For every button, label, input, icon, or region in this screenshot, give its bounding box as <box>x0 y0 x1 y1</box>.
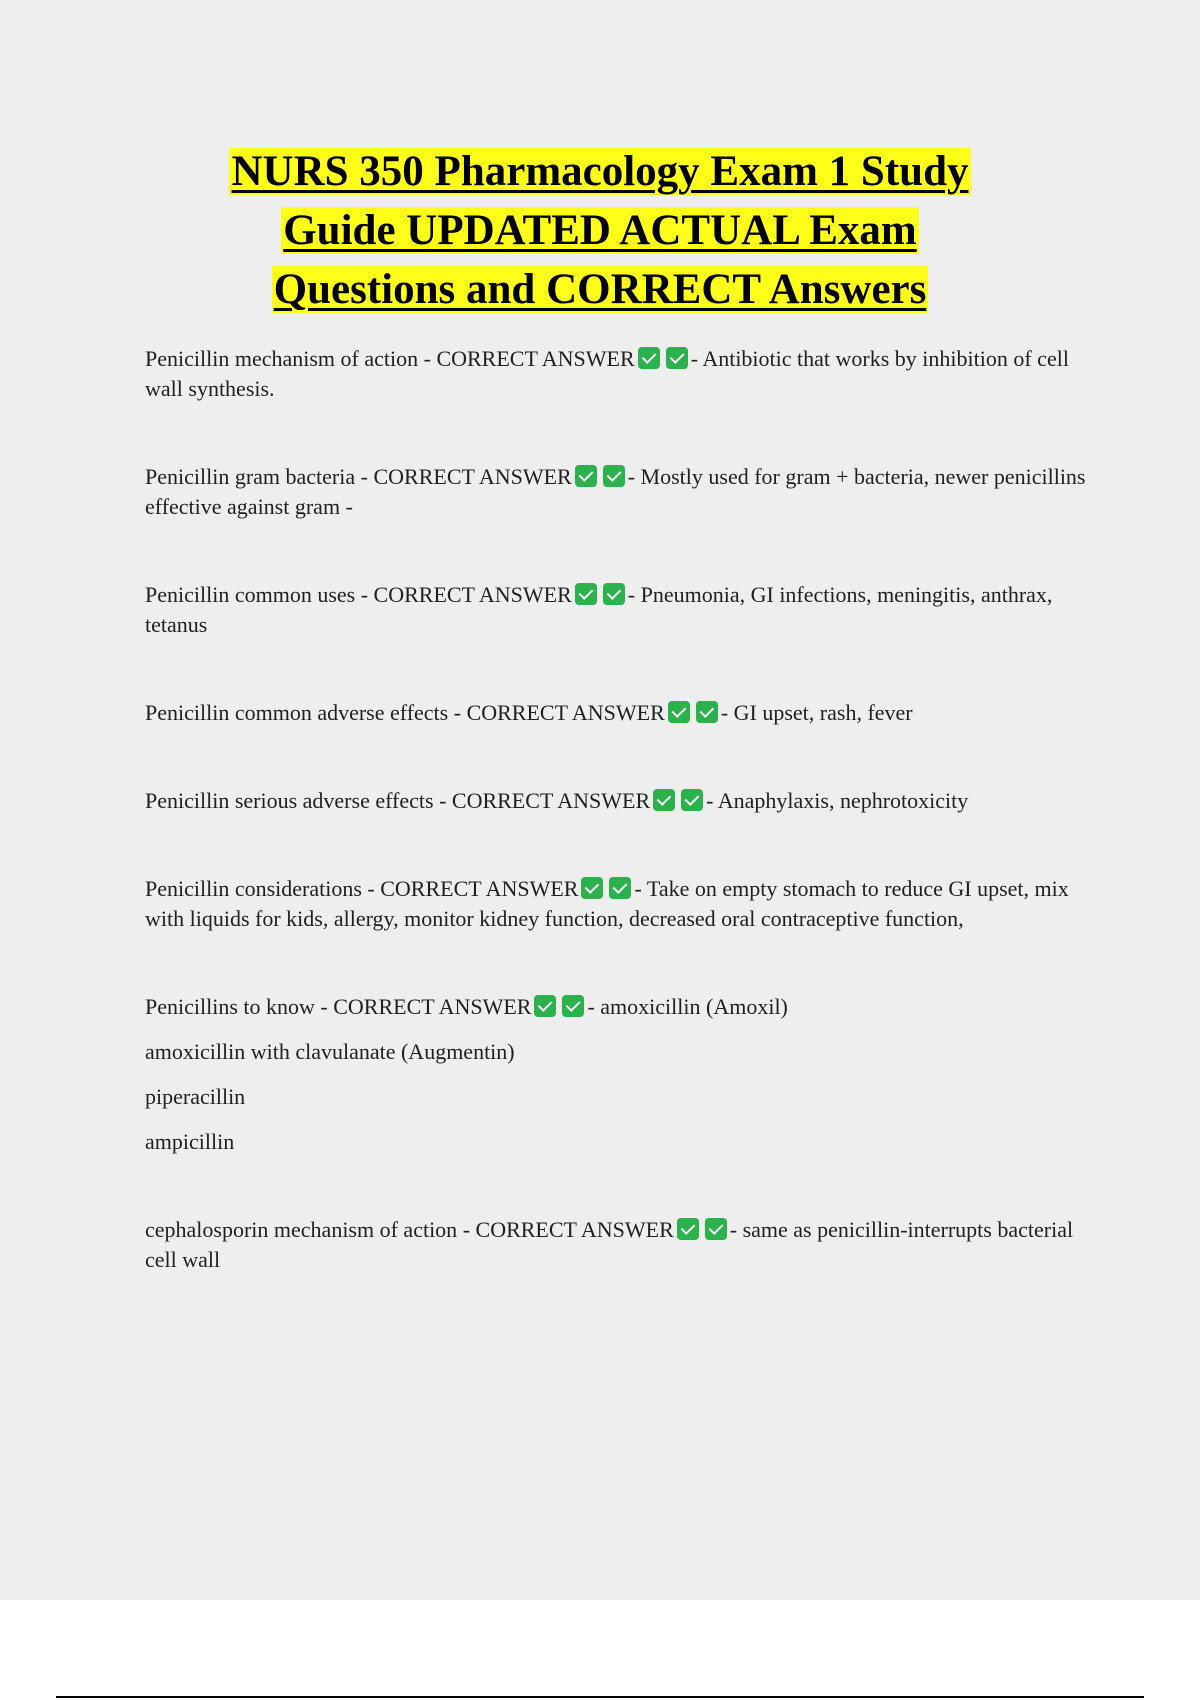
entry-term: Penicillin mechanism of action <box>145 346 419 371</box>
correct-answer-label: CORRECT ANSWER <box>475 1217 674 1242</box>
title-line: Guide UPDATED ACTUAL Exam <box>283 207 917 254</box>
answer-extra-line: piperacillin <box>145 1084 246 1109</box>
check-mark-icon <box>696 701 718 723</box>
entry-answer: Mostly used for gram + bacteria, newer penicillins effective against gram - <box>145 464 1086 519</box>
qa-entry: Penicillin gram bacteria - CORRECT ANSWER - Mostly used for gram + bacteria, newer penicillins effective against gram - <box>145 464 1086 519</box>
check-mark-icon <box>581 877 603 899</box>
correct-answer-label: CORRECT ANSWER <box>373 464 572 489</box>
correct-answer-label: CORRECT ANSWER <box>436 346 635 371</box>
entry-answer: Antibiotic that works by inhibition of cell wall synthesis. <box>145 346 1069 401</box>
check-mark-icon <box>677 1218 699 1240</box>
qa-entry: Penicillin common adverse effects - CORRECT ANSWER - GI upset, rash, fever <box>145 700 913 725</box>
entry-answer: Take on empty stomach to reduce GI upset, mix with liquids for kids, allergy, monitor kidney function, decreased oral contraceptive function, <box>145 876 1069 931</box>
document-title <box>100 142 1100 319</box>
check-mark-icon <box>562 995 584 1017</box>
entry-term: Penicillin gram bacteria <box>145 464 356 489</box>
check-mark-icon <box>575 465 597 487</box>
entry-term: cephalosporin mechanism of action <box>145 1217 458 1242</box>
entry-answer: Anaphylaxis, nephrotoxicity <box>717 788 969 813</box>
correct-answer-label: CORRECT ANSWER <box>451 788 651 813</box>
qa-entry: Penicillin common uses - CORRECT ANSWER - Pneumonia, GI infections, meningitis, anthrax, tetanus <box>145 582 1053 637</box>
check-mark-icon <box>668 701 690 723</box>
title-line: Questions and CORRECT Answers <box>273 266 927 313</box>
qa-entry: Penicillin considerations - CORRECT ANSWER - Take on empty stomach to reduce GI upset, mix with liquids for kids, allergy, monitor kidney function, decreased oral contraceptive function, <box>145 876 1069 931</box>
qa-entry: Penicillins to know - CORRECT ANSWER - amoxicillin (Amoxil) <box>145 994 788 1019</box>
check-mark-icon <box>705 1218 727 1240</box>
check-mark-icon <box>666 347 688 369</box>
check-mark-icon <box>638 347 660 369</box>
qa-list <box>145 344 1090 1275</box>
correct-answer-label: CORRECT ANSWER <box>380 876 579 901</box>
correct-answer-label: CORRECT ANSWER <box>466 700 665 725</box>
qa-entry: cephalosporin mechanism of action - CORRECT ANSWER - same as penicillin-interrupts bacterial cell wall <box>145 1217 1074 1272</box>
footer-divider <box>56 1696 1144 1698</box>
entry-answer: GI upset, rash, fever <box>733 700 913 725</box>
correct-answer-label: CORRECT ANSWER <box>333 994 532 1019</box>
entry-term: Penicillin considerations <box>145 876 362 901</box>
entry-answer: Pneumonia, GI infections, meningitis, anthrax, tetanus <box>145 582 1053 637</box>
check-mark-icon <box>603 465 625 487</box>
answer-extra-line: ampicillin <box>145 1129 235 1154</box>
entry-term: Penicillin common adverse effects <box>145 700 449 725</box>
title-line: NURS 350 Pharmacology Exam 1 Study <box>231 148 969 195</box>
entry-term: Penicillins to know <box>145 994 315 1019</box>
entry-answer: same as penicillin-interrupts bacterial cell wall <box>145 1217 1074 1272</box>
entry-term: Penicillin common uses <box>145 582 356 607</box>
qa-entry: Penicillin mechanism of action - CORRECT ANSWER - Antibiotic that works by inhibition of cell wall synthesis. <box>145 346 1069 401</box>
entry-answer: amoxicillin (Amoxil) <box>600 994 788 1019</box>
check-mark-icon <box>653 789 675 811</box>
answer-extra-line: amoxicillin with clavulanate (Augmentin) <box>145 1039 515 1064</box>
check-mark-icon <box>534 995 556 1017</box>
check-mark-icon <box>603 583 625 605</box>
entry-term: Penicillin serious adverse effects <box>145 788 434 813</box>
check-mark-icon <box>609 877 631 899</box>
check-mark-icon <box>575 583 597 605</box>
check-mark-icon <box>681 789 703 811</box>
qa-entry: Penicillin serious adverse effects - CORRECT ANSWER - Anaphylaxis, nephrotoxicity <box>145 788 969 813</box>
correct-answer-label: CORRECT ANSWER <box>373 582 572 607</box>
